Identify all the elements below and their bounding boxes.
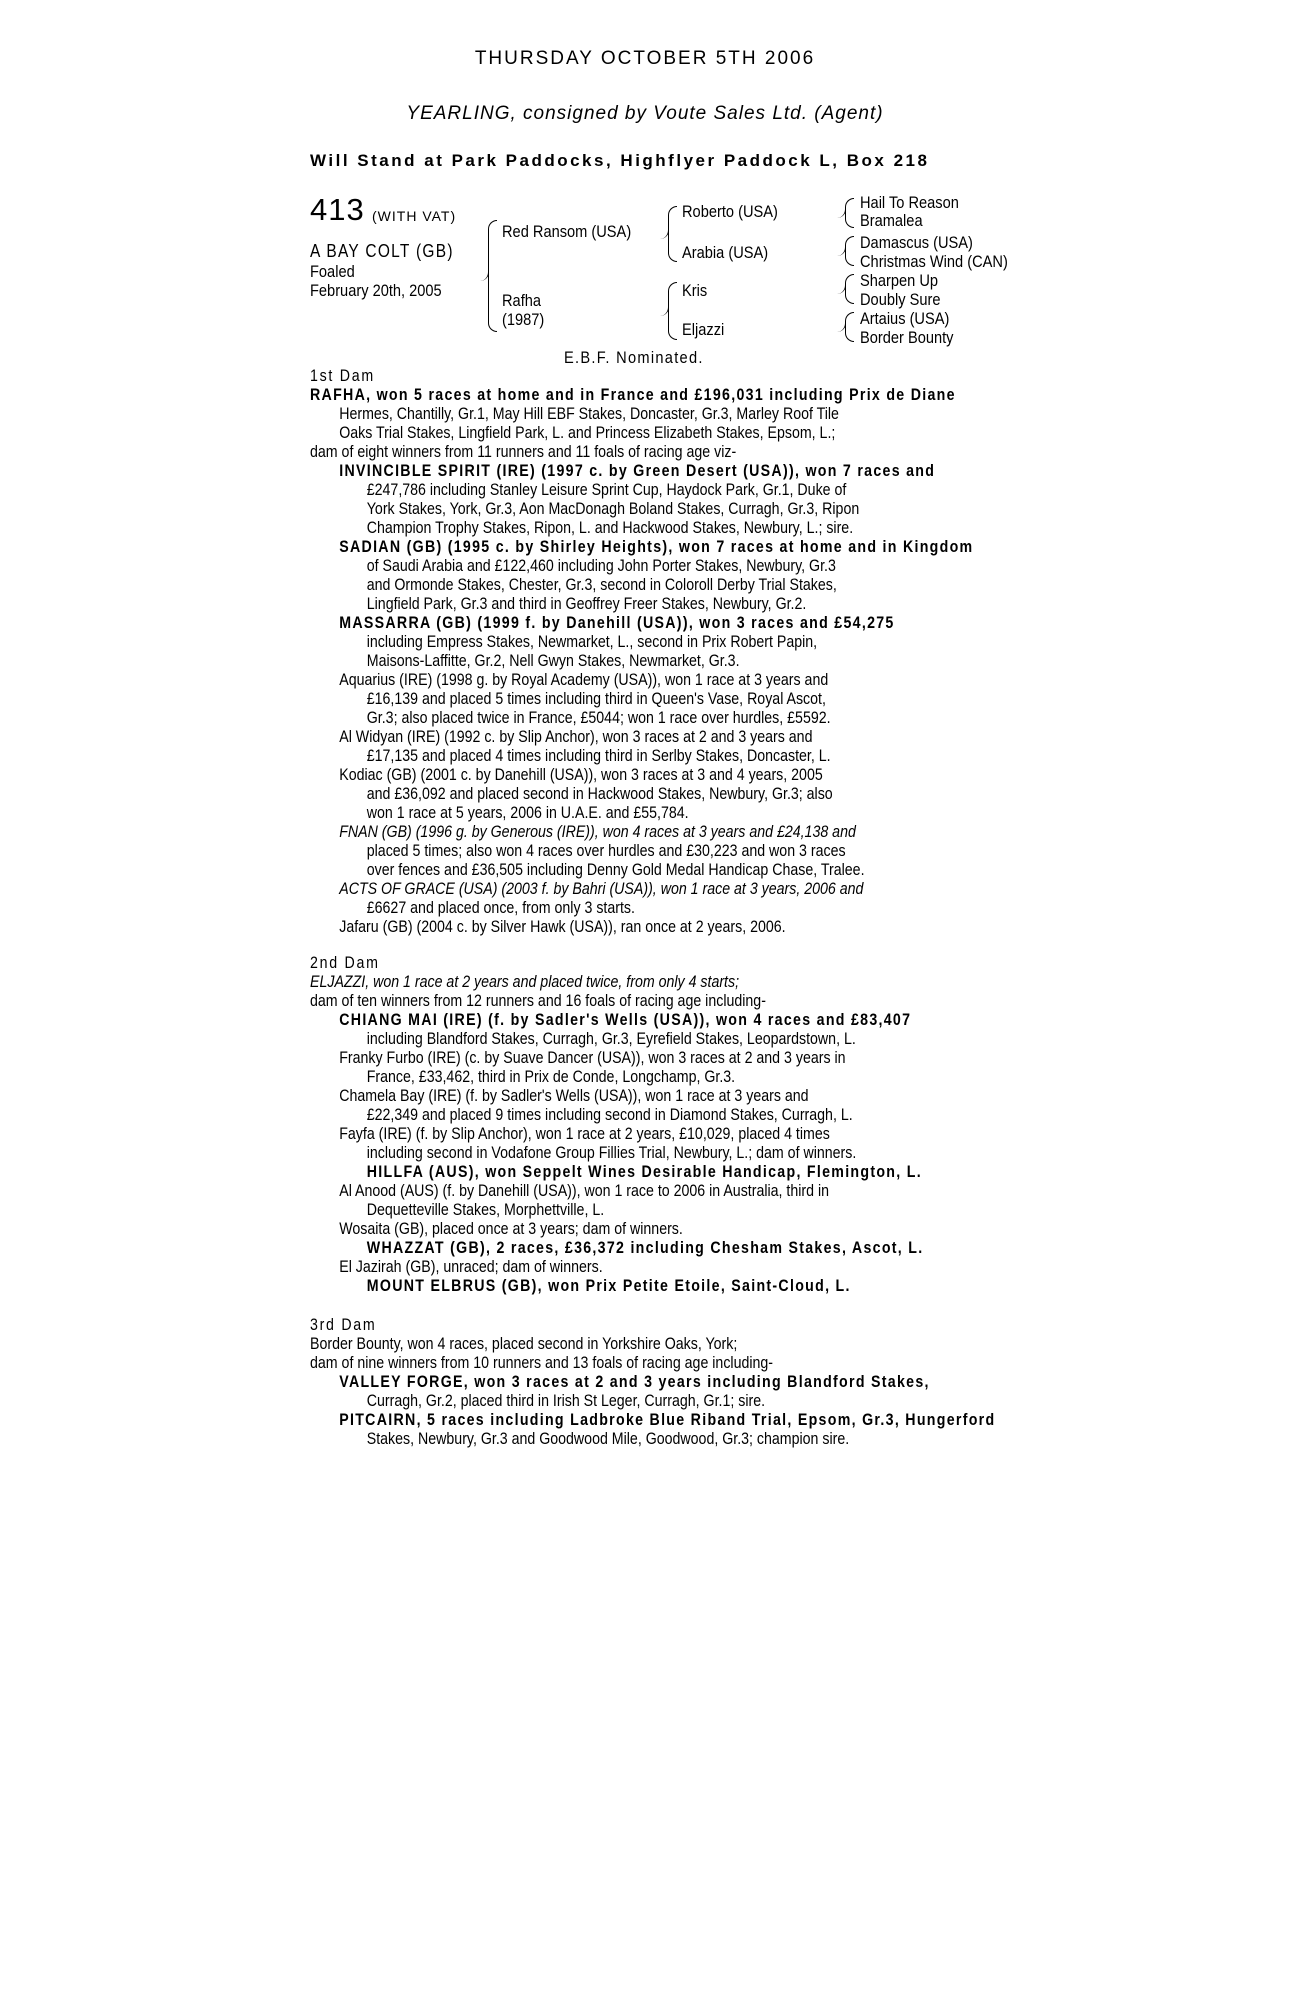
produce-entry-cont: York Stakes, York, Gr.3, Aon MacDonagh Boland Stakes, Curragh, Gr.3, Ripon — [366, 500, 860, 518]
pedigree-dam-year: (1987) — [502, 310, 545, 329]
produce-entry-cont: and Ormonde Stakes, Chester, Gr.3, second in Coloroll Derby Trial Stakes, — [366, 576, 837, 594]
vat-note: (WITH VAT) — [372, 208, 457, 224]
pedigree-ss: Roberto (USA) — [682, 202, 778, 221]
grand-produce-entry: WHAZZAT (GB), 2 races, £36,372 including Chesham Stakes, Ascot, L. — [366, 1239, 924, 1257]
pedigree-brace — [845, 198, 854, 228]
section-heading: 1st Dam — [310, 367, 375, 385]
pedigree-sds: Damascus (USA) — [860, 233, 973, 252]
sale-date: THURSDAY OCTOBER 5TH 2006 — [474, 48, 816, 69]
produce-entry: Chamela Bay (IRE) (f. by Sadler's Wells (USA)), won 1 race at 3 years and — [339, 1087, 809, 1105]
foaled-label: Foaled — [310, 262, 355, 281]
produce-entry: CHIANG MAI (IRE) (f. by Sadler's Wells (USA)), won 4 races and £83,407 — [339, 1011, 912, 1029]
produce-entry-cont: including Blandford Stakes, Curragh, Gr.3, Eyrefield Stakes, Leopardstown, L. — [366, 1030, 856, 1048]
produce-entry-cont: over fences and £36,505 including Denny Gold Medal Handicap Chase, Tralee. — [366, 861, 865, 879]
pedigree-brace — [488, 220, 497, 332]
produce-entry-cont: Gr.3; also placed twice in France, £5044; won 1 race over hurdles, £5592. — [366, 709, 831, 727]
produce-entry-cont: £22,349 and placed 9 times including second in Diamond Stakes, Curragh, L. — [366, 1106, 853, 1124]
produce-summary: dam of nine winners from 10 runners and 13 foals of racing age including- — [310, 1354, 774, 1372]
lot-number: 413 — [310, 192, 365, 227]
produce-entry: Al Anood (AUS) (f. by Danehill (USA)), won 1 race to 2006 in Australia, third in — [339, 1182, 830, 1200]
produce-entry: ACTS OF GRACE (USA) (2003 f. by Bahri (USA)), won 1 race at 3 years, 2006 and — [339, 880, 864, 898]
section-heading: 2nd Dam — [310, 954, 380, 972]
stand-location: Will Stand at Park Paddocks, Highflyer Paddock L, Box 218 — [310, 151, 930, 170]
produce-entry: INVINCIBLE SPIRIT (IRE) (1997 c. by Green Desert (USA)), won 7 races and — [339, 462, 936, 480]
produce-entry: Fayfa (IRE) (f. by Slip Anchor), won 1 race at 2 years, £10,029, placed 4 times — [339, 1125, 830, 1143]
produce-entry-cont: £16,139 and placed 5 times including third in Queen's Vase, Royal Ascot, — [366, 690, 826, 708]
pedigree-sdd: Christmas Wind (CAN) — [860, 252, 1008, 271]
pedigree-dss: Sharpen Up — [860, 271, 939, 290]
produce-entry-cont: Lingfield Park, Gr.3 and third in Geoffrey Freer Stakes, Newbury, Gr.2. — [366, 595, 807, 613]
consignor-line: YEARLING, consigned by Voute Sales Ltd. (Agent) — [406, 103, 884, 124]
grand-produce-entry: MOUNT ELBRUS (GB), won Prix Petite Etoile, Saint-Cloud, L. — [366, 1277, 851, 1295]
dam-entry-cont: Oaks Trial Stakes, Lingfield Park, L. and Princess Elizabeth Stakes, Epsom, L.; — [339, 424, 836, 442]
grand-produce-entry: HILLFA (AUS), won Seppelt Wines Desirable Handicap, Flemington, L. — [366, 1163, 922, 1181]
produce-entry: Franky Furbo (IRE) (c. by Suave Dancer (USA)), won 3 races at 2 and 3 years in — [339, 1049, 846, 1067]
foaled-date: February 20th, 2005 — [310, 281, 442, 300]
produce-entry-cont: won 1 race at 5 years, 2006 in U.A.E. and £55,784. — [366, 804, 689, 822]
pedigree-sire: Red Ransom (USA) — [502, 222, 632, 241]
produce-entry-cont: £6627 and placed once, from only 3 starts. — [366, 899, 635, 917]
produce-entry: El Jazirah (GB), unraced; dam of winners. — [339, 1258, 603, 1276]
produce-entry-cont: including Empress Stakes, Newmarket, L., second in Prix Robert Papin, — [366, 633, 818, 651]
ebf-nomination: E.B.F. Nominated. — [564, 348, 704, 367]
dam1-section — [310, 367, 1081, 937]
produce-entry-cont: and £36,092 and placed second in Hackwood Stakes, Newbury, Gr.3; also — [366, 785, 833, 803]
section-heading: 3rd Dam — [310, 1316, 377, 1334]
produce-entry-cont: of Saudi Arabia and £122,460 including John Porter Stakes, Newbury, Gr.3 — [366, 557, 836, 575]
produce-entry-cont: Curragh, Gr.2, placed third in Irish St Leger, Curragh, Gr.1; sire. — [366, 1392, 766, 1410]
produce-entry-cont: Stakes, Newbury, Gr.3 and Goodwood Mile, Goodwood, Gr.3; champion sire. — [366, 1430, 850, 1448]
produce-entry: FNAN (GB) (1996 g. by Generous (IRE)), won 4 races at 3 years and £24,138 and — [339, 823, 856, 841]
produce-entry-cont: Maisons-Laffitte, Gr.2, Nell Gwyn Stakes, Newmarket, Gr.3. — [366, 652, 740, 670]
dam-entry: RAFHA, won 5 races at home and in France and £196,031 including Prix de Diane — [310, 386, 956, 404]
produce-entry-cont: including second in Vodafone Group Fillies Trial, Newbury, L.; dam of winners. — [366, 1144, 857, 1162]
produce-entry: SADIAN (GB) (1995 c. by Shirley Heights), won 7 races at home and in Kingdom — [339, 538, 974, 556]
produce-entry: VALLEY FORGE, won 3 races at 2 and 3 years including Blandford Stakes, — [339, 1373, 930, 1391]
produce-entry-cont: Dequetteville Stakes, Morphettville, L. — [366, 1201, 605, 1219]
pedigree-ddd: Border Bounty — [860, 328, 954, 347]
pedigree-dam: Rafha — [502, 291, 542, 310]
produce-entry: Aquarius (IRE) (1998 g. by Royal Academy (USA)), won 1 race at 3 years and — [339, 671, 829, 689]
dam-entry: ELJAZZI, won 1 race at 2 years and placed twice, from only 4 starts; — [310, 973, 740, 991]
produce-entry-cont: placed 5 times; also won 4 races over hurdles and £30,223 and won 3 races — [366, 842, 846, 860]
produce-entry-cont: France, £33,462, third in Prix de Conde, Longchamp, Gr.3. — [366, 1068, 736, 1086]
pedigree-ssd: Bramalea — [860, 211, 923, 230]
pedigree-sd: Arabia (USA) — [682, 243, 769, 262]
pedigree-brace — [668, 206, 677, 262]
produce-entry: PITCAIRN, 5 races including Ladbroke Blue Riband Trial, Epsom, Gr.3, Hungerford — [339, 1411, 996, 1429]
dam-entry-cont: Hermes, Chantilly, Gr.1, May Hill EBF Stakes, Doncaster, Gr.3, Marley Roof Tile — [339, 405, 839, 423]
produce-entry: Wosaita (GB), placed once at 3 years; dam of winners. — [339, 1220, 683, 1238]
dam-entry: Border Bounty, won 4 races, placed second in Yorkshire Oaks, York; — [310, 1335, 738, 1353]
pedigree-dsd: Doubly Sure — [860, 290, 941, 309]
lot-description: A BAY COLT (GB) — [310, 241, 454, 261]
produce-summary: dam of eight winners from 11 runners and 11 foals of racing age viz- — [310, 443, 737, 461]
pedigree-brace — [845, 236, 854, 266]
produce-entry-cont: Champion Trophy Stakes, Ripon, L. and Hackwood Stakes, Newbury, L.; sire. — [366, 519, 854, 537]
produce-entry: Al Widyan (IRE) (1992 c. by Slip Anchor), won 3 races at 2 and 3 years and — [339, 728, 813, 746]
pedigree-dds: Artaius (USA) — [860, 309, 950, 328]
pedigree-brace — [845, 274, 854, 304]
pedigree-sss: Hail To Reason — [860, 193, 959, 212]
produce-entry: MASSARRA (GB) (1999 f. by Danehill (USA)), won 3 races and £54,275 — [339, 614, 895, 632]
produce-entry-cont: £17,135 and placed 4 times including third in Serlby Stakes, Doncaster, L. — [366, 747, 831, 765]
dam2-section — [310, 954, 1023, 1296]
produce-entry: Kodiac (GB) (2001 c. by Danehill (USA)), won 3 races at 3 and 4 years, 2005 — [339, 766, 823, 784]
pedigree-brace — [668, 282, 677, 340]
pedigree-ds: Kris — [682, 281, 708, 300]
dam3-section — [310, 1316, 1107, 1449]
pedigree-dd: Eljazzi — [682, 320, 725, 339]
produce-entry-cont: £247,786 including Stanley Leisure Sprint Cup, Haydock Park, Gr.1, Duke of — [366, 481, 847, 499]
produce-summary: dam of ten winners from 12 runners and 16 foals of racing age including- — [310, 992, 766, 1010]
pedigree-brace — [845, 312, 854, 342]
produce-entry: Jafaru (GB) (2004 c. by Silver Hawk (USA)), ran once at 2 years, 2006. — [339, 918, 786, 936]
